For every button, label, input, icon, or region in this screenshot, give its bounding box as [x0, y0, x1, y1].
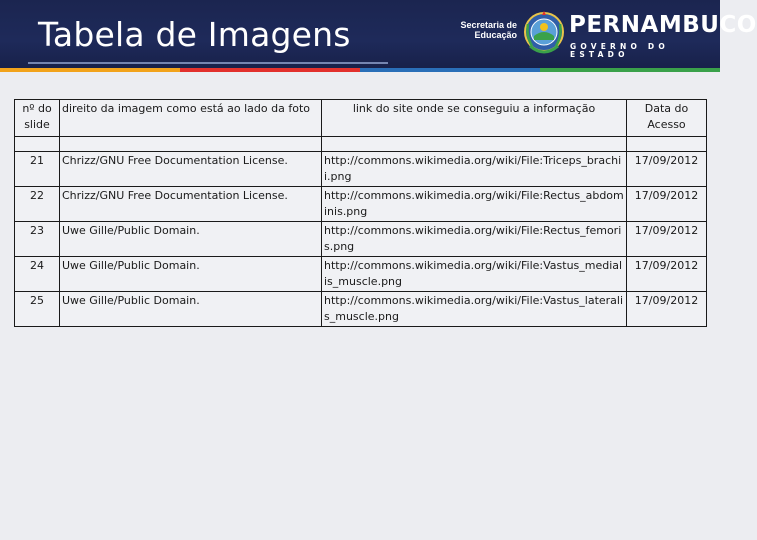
cell-slide-number: 22 — [15, 187, 60, 222]
table-row — [15, 222, 707, 257]
state-name: PERNAMBUCO — [569, 12, 757, 38]
state-subtitle: GOVERNO DO ESTADO — [570, 42, 669, 59]
cell-access-date: 17/09/2012 — [627, 292, 707, 327]
table-row — [15, 152, 707, 187]
cell-access-date: 17/09/2012 — [627, 222, 707, 257]
images-table — [14, 99, 707, 327]
table-row — [15, 257, 707, 292]
cell-source-link[interactable]: http://commons.wikimedia.org/wiki/File:Vastus_medialis_muscle.png — [322, 257, 627, 292]
cell-slide-number: 21 — [15, 152, 60, 187]
table-row — [15, 187, 707, 222]
cell-source-link[interactable]: http://commons.wikimedia.org/wiki/File:Triceps_brachii.png — [322, 152, 627, 187]
title-underline — [28, 62, 388, 64]
cell-image-rights: Uwe Gille/Public Domain. — [60, 257, 322, 292]
slide-title: Tabela de Imagens — [38, 15, 351, 54]
header-slide-number: nº do slide — [15, 100, 60, 137]
cell-access-date: 17/09/2012 — [627, 152, 707, 187]
cell-image-rights: Uwe Gille/Public Domain. — [60, 292, 322, 327]
cell-slide-number: 23 — [15, 222, 60, 257]
cell-image-rights: Chrizz/GNU Free Documentation License. — [60, 187, 322, 222]
secretaria-label — [455, 20, 517, 40]
table-header-row — [15, 100, 707, 137]
cell-source-link[interactable]: http://commons.wikimedia.org/wiki/File:Rectus_abdominis.png — [322, 187, 627, 222]
secretaria-line-2: Educação — [474, 30, 517, 40]
cell-access-date: 17/09/2012 — [627, 187, 707, 222]
table-spacer-row — [15, 137, 707, 152]
cell-source-link[interactable]: http://commons.wikimedia.org/wiki/File:Rectus_femoris.png — [322, 222, 627, 257]
header-access-date: Data do Acesso — [627, 100, 707, 137]
cell-slide-number: 24 — [15, 257, 60, 292]
header-source-link: link do site onde se conseguiu a informação — [322, 100, 627, 137]
header-image-rights: direito da imagem como está ao lado da foto — [60, 100, 322, 137]
secretaria-line-1: Secretaria de — [460, 20, 517, 30]
slide-header — [0, 0, 757, 68]
cell-image-rights: Uwe Gille/Public Domain. — [60, 222, 322, 257]
cell-access-date: 17/09/2012 — [627, 257, 707, 292]
cell-slide-number: 25 — [15, 292, 60, 327]
color-stripe — [0, 68, 720, 72]
cell-image-rights: Chrizz/GNU Free Documentation License. — [60, 152, 322, 187]
table-row — [15, 292, 707, 327]
cell-source-link[interactable]: http://commons.wikimedia.org/wiki/File:Vastus_lateralis_muscle.png — [322, 292, 627, 327]
state-crest-icon — [522, 10, 566, 58]
